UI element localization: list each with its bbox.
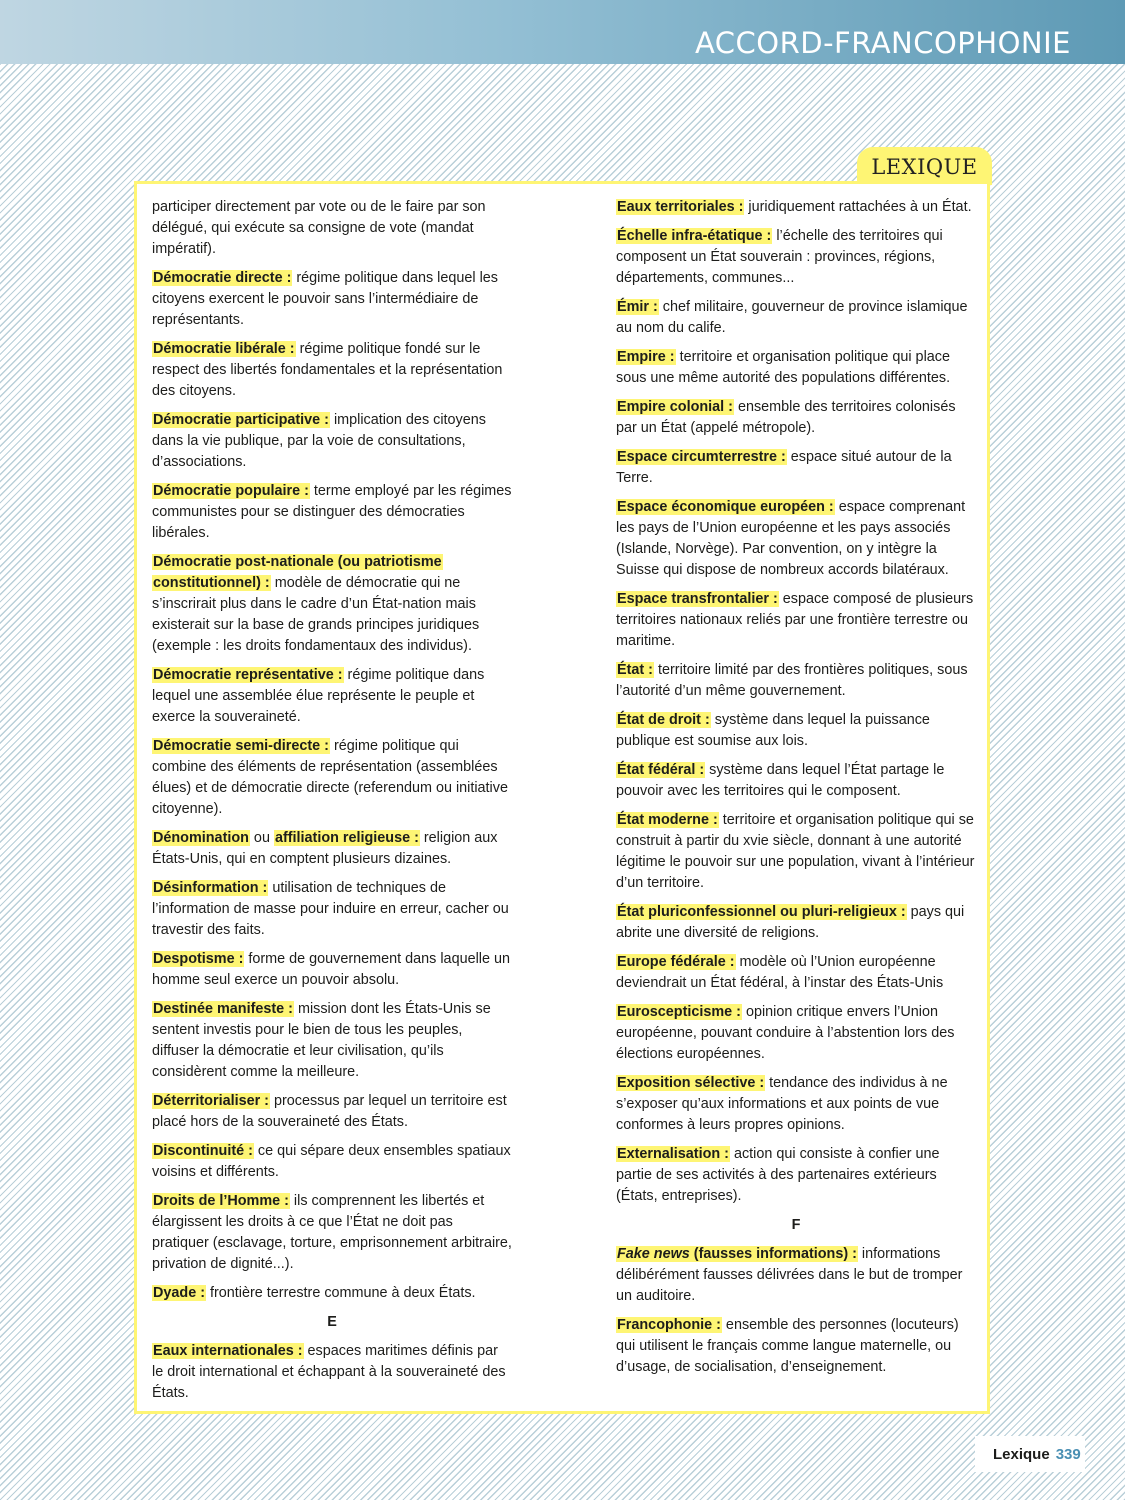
glossary-box bbox=[134, 181, 990, 1414]
glossary-term: Eaux internationales : bbox=[153, 1343, 303, 1359]
glossary-definition: frontière terrestre commune à deux États. bbox=[205, 1285, 476, 1301]
letter-heading: F bbox=[791, 1217, 801, 1233]
glossary-definition: tendance des individus à ne s’exposer qu’aux informations et aux points de vue conformes à leurs propres opinions. bbox=[616, 1075, 948, 1133]
glossary-entry bbox=[152, 1341, 512, 1404]
glossary-definition: participer directement par vote ou de le faire par son délégué, qui exécute sa consigne de vote (mandat impératif). bbox=[152, 199, 486, 257]
letter-heading: E bbox=[327, 1314, 337, 1330]
glossary-entry bbox=[616, 1315, 976, 1378]
glossary-entry bbox=[152, 828, 512, 870]
glossary-term-rest: (fausses informations) : bbox=[689, 1246, 857, 1262]
chapter-title: ACCORD-FRANCOPHONIE bbox=[694, 26, 1071, 60]
glossary-term: Destinée manifeste : bbox=[153, 1001, 293, 1017]
glossary-entry bbox=[152, 1091, 512, 1133]
glossary-term: Empire : bbox=[617, 349, 675, 365]
glossary-column-left bbox=[152, 197, 512, 1412]
glossary-term: Démocratie directe : bbox=[153, 270, 292, 286]
section-tab-lexique: LEXIQUE bbox=[857, 147, 992, 185]
glossary-definition: religion aux États-Unis, qui en comptent plusieurs dizaines. bbox=[152, 830, 498, 867]
glossary-definition: régime politique dans lequel une assemblée élue représente le peuple et exerce la souveraineté. bbox=[152, 667, 485, 725]
glossary-entry bbox=[152, 999, 512, 1083]
glossary-entry bbox=[616, 1002, 976, 1065]
glossary-entry bbox=[152, 268, 512, 331]
glossary-definition: espaces maritimes définis par le droit international et échappant à la souveraineté des États. bbox=[152, 1343, 506, 1401]
glossary-entry bbox=[616, 347, 976, 389]
glossary-entry bbox=[616, 710, 976, 752]
glossary-definition: ce qui sépare deux ensembles spatiaux voisins et différents. bbox=[152, 1143, 511, 1180]
glossary-definition: chef militaire, gouverneur de province islamique au nom du calife. bbox=[616, 299, 968, 336]
glossary-definition: informations délibérément fausses délivrées dans le but de tromper un auditoire. bbox=[616, 1246, 963, 1304]
glossary-term: Espace économique européen : bbox=[617, 499, 834, 515]
glossary-term: Démocratie semi-directe : bbox=[153, 738, 329, 754]
glossary-term: Démocratie représentative : bbox=[153, 667, 343, 683]
glossary-term: Dénomination bbox=[153, 830, 249, 846]
glossary-definition: mission dont les États-Unis se sentent investis pour le bien de tous les peuples, diffuser la démocratie et leur civilisation, qu’ils considèrent comme la meilleure. bbox=[152, 1001, 491, 1080]
glossary-entry bbox=[616, 660, 976, 702]
glossary-definition: processus par lequel un territoire est placé hors de la souveraineté des États. bbox=[152, 1093, 507, 1130]
page-footer bbox=[975, 1436, 1085, 1472]
glossary-term: Eaux territoriales : bbox=[617, 199, 744, 215]
glossary-definition: système dans lequel la puissance publique est soumise aux lois. bbox=[616, 712, 930, 749]
glossary-entry bbox=[616, 589, 976, 652]
glossary-term: Externalisation : bbox=[617, 1146, 729, 1162]
glossary-definition: territoire et organisation politique qui se construit à partir du xvie siècle, donnant à une autorité légitime le pouvoir sur une population, vivant à l’intérieur d’un territoire. bbox=[616, 812, 975, 891]
glossary-term: Discontinuité : bbox=[153, 1143, 253, 1159]
glossary-entry bbox=[152, 1141, 512, 1183]
glossary-definition: opinion critique envers l’Union européenne, pouvant conduire à l’abstention lors des élections européennes. bbox=[616, 1004, 955, 1062]
glossary-term: État de droit : bbox=[617, 712, 710, 728]
glossary-definition: terme employé par les régimes communistes pour se distinguer des démocraties libérales. bbox=[152, 483, 512, 541]
glossary-connector: ou bbox=[249, 830, 274, 846]
glossary-definition: modèle de démocratie qui ne s’inscrirait plus dans le cadre d’un État-nation mais existerait sur la base de grands principes juridiques (exemple : les droits fondamentaux des individus). bbox=[152, 575, 480, 654]
glossary-entry bbox=[616, 497, 976, 581]
glossary-term: État moderne : bbox=[617, 812, 718, 828]
footer-label: Lexique bbox=[993, 1446, 1050, 1463]
glossary-term: Droits de l’Homme : bbox=[153, 1193, 289, 1209]
glossary-term: Émir : bbox=[617, 299, 658, 315]
glossary-definition: modèle où l’Union européenne deviendrait un État fédéral, à l’instar des États-Unis bbox=[616, 954, 944, 991]
glossary-definition: forme de gouvernement dans laquelle un homme seul exerce un pouvoir absolu. bbox=[152, 951, 510, 988]
glossary-term-italic: Fake news bbox=[617, 1246, 690, 1262]
glossary-entry bbox=[616, 810, 976, 894]
glossary-entry bbox=[616, 1073, 976, 1136]
glossary-term: Démocratie post-nationale (ou patriotisme constitutionnel) : bbox=[153, 554, 442, 591]
glossary-definition: ensemble des territoires colonisés par un État (appelé métropole). bbox=[616, 399, 956, 436]
glossary-definition: l’échelle des territoires qui composent un État souverain : provinces, régions, départements, communes... bbox=[616, 228, 943, 286]
glossary-term: Démocratie participative : bbox=[153, 412, 329, 428]
glossary-entry bbox=[152, 878, 512, 941]
glossary-definition: régime politique dans lequel les citoyens exercent le pouvoir sans l’intermédiaire de représentants. bbox=[152, 270, 498, 328]
glossary-term: Europe fédérale : bbox=[617, 954, 735, 970]
glossary-entry bbox=[616, 1244, 976, 1307]
glossary-entry bbox=[152, 481, 512, 544]
glossary-entry bbox=[616, 760, 976, 802]
glossary-definition: pays qui abrite une diversité de religions. bbox=[616, 904, 965, 941]
glossary-definition: juridiquement rattachées à un État. bbox=[744, 199, 972, 215]
glossary-entry bbox=[616, 1144, 976, 1207]
glossary-term: Empire colonial : bbox=[617, 399, 733, 415]
glossary-term: affiliation religieuse : bbox=[274, 830, 419, 846]
glossary-term: Francophonie : bbox=[617, 1317, 721, 1333]
page-number: 339 bbox=[1055, 1446, 1081, 1463]
glossary-definition: territoire limité par des frontières politiques, sous l’autorité d’un même gouvernement. bbox=[616, 662, 968, 699]
glossary-definition: ils comprennent les libertés et élargissent les droits à ce que l’État ne doit pas pratiquer (esclavage, torture, emprisonnement arbitraire, privation de dignité...). bbox=[152, 1193, 512, 1272]
glossary-entry bbox=[616, 397, 976, 439]
glossary-entry bbox=[616, 902, 976, 944]
glossary-definition: espace comprenant les pays de l’Union européenne et les pays associés (Islande, Norvège). Par convention, on y intègre la Suisse qui dispose de nombreux accords bilatéraux. bbox=[616, 499, 966, 578]
glossary-term: Déterritorialiser : bbox=[153, 1093, 269, 1109]
glossary-entry bbox=[152, 339, 512, 402]
glossary-definition: territoire et organisation politique qui place sous une même autorité des populations différentes. bbox=[616, 349, 951, 386]
glossary-term: Despotisme : bbox=[153, 951, 244, 967]
glossary-definition: espace situé autour de la Terre. bbox=[616, 449, 952, 486]
top-banner bbox=[0, 0, 1125, 64]
glossary-term: Espace circumterrestre : bbox=[617, 449, 786, 465]
glossary-term: État fédéral : bbox=[617, 762, 705, 778]
glossary-term: Dyade : bbox=[153, 1285, 205, 1301]
glossary-entry bbox=[152, 1191, 512, 1275]
glossary-term: Désinformation : bbox=[153, 880, 268, 896]
glossary-definition: action qui consiste à confier une partie de ses activités à des partenaires extérieurs (États, entreprises). bbox=[616, 1146, 940, 1204]
glossary-entry bbox=[616, 297, 976, 339]
glossary-term: Démocratie populaire : bbox=[153, 483, 309, 499]
glossary-definition: implication des citoyens dans la vie publique, par la voie de consultations, d’associations. bbox=[152, 412, 486, 470]
glossary-term: État : bbox=[617, 662, 653, 678]
glossary-entry bbox=[616, 197, 976, 218]
glossary-term: Échelle infra-étatique : bbox=[617, 228, 772, 244]
glossary-definition: régime politique qui combine des éléments de représentation (assemblées élues) et de démocratie directe (referendum ou initiative citoyenne). bbox=[152, 738, 508, 817]
glossary-definition: utilisation de techniques de l’information de masse pour induire en erreur, cacher ou travestir des faits. bbox=[152, 880, 509, 938]
glossary-entry bbox=[152, 1283, 512, 1304]
glossary-column-right bbox=[616, 197, 976, 1386]
glossary-definition: régime politique fondé sur le respect des libertés fondamentales et la représentation des citoyens. bbox=[152, 341, 503, 399]
glossary-term: Démocratie libérale : bbox=[153, 341, 295, 357]
glossary-term: État pluriconfessionnel ou pluri-religieux : bbox=[617, 904, 906, 920]
glossary-entry bbox=[152, 197, 512, 260]
glossary-definition: espace composé de plusieurs territoires nationaux reliés par une frontière terrestre ou maritime. bbox=[616, 591, 974, 649]
glossary-definition: ensemble des personnes (locuteurs) qui utilisent le français comme langue maternelle, ou d’usage, de socialisation, d’enseignement. bbox=[616, 1317, 959, 1375]
glossary-term bbox=[616, 1246, 858, 1262]
glossary-definition: système dans lequel l’État partage le pouvoir avec les territoires qui le composent. bbox=[616, 762, 945, 799]
glossary-entry bbox=[616, 447, 976, 489]
glossary-entry bbox=[152, 665, 512, 728]
glossary-entry bbox=[616, 226, 976, 289]
glossary-entry bbox=[616, 952, 976, 994]
glossary-entry bbox=[152, 949, 512, 991]
glossary-term: Exposition sélective : bbox=[617, 1075, 765, 1091]
glossary-term: Espace transfrontalier : bbox=[617, 591, 778, 607]
glossary-entry bbox=[152, 736, 512, 820]
glossary-entry bbox=[152, 410, 512, 473]
glossary-term: Euroscepticisme : bbox=[617, 1004, 741, 1020]
glossary-entry bbox=[152, 552, 512, 657]
